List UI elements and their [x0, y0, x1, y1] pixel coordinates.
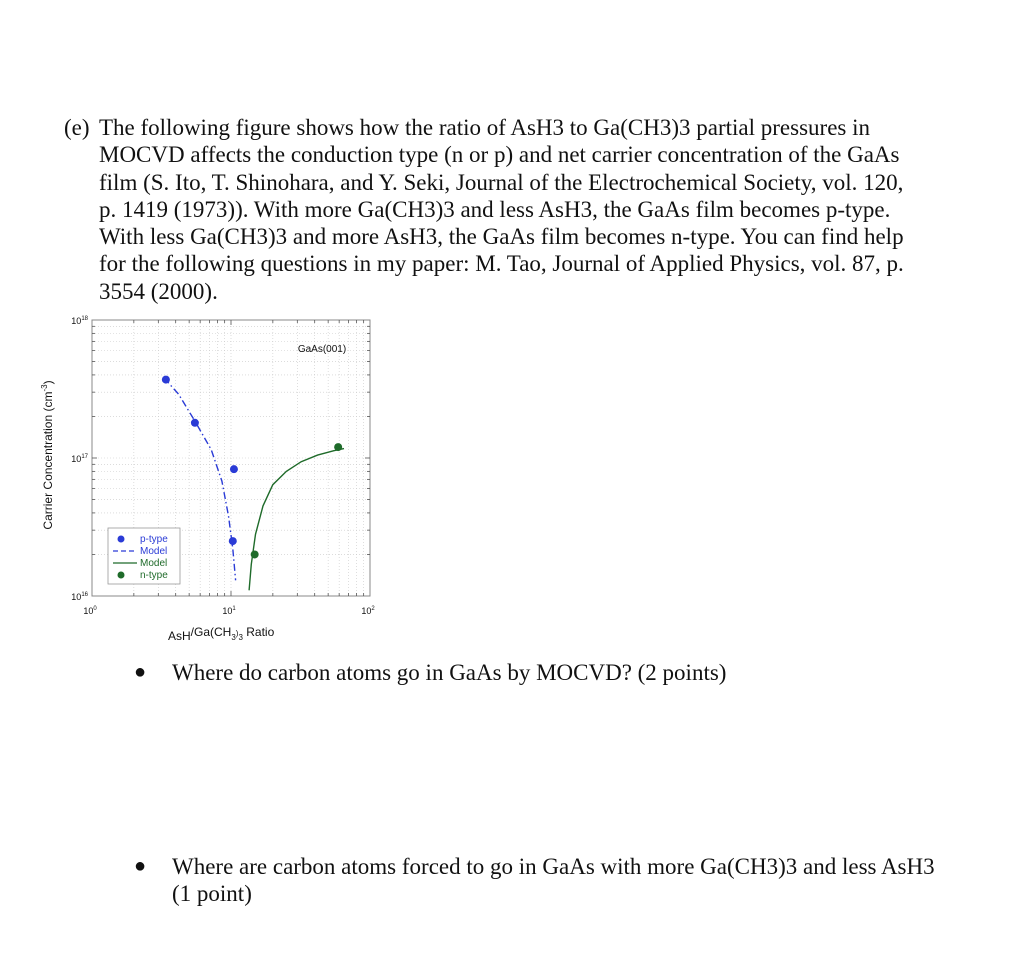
bullet-text: Where do carbon atoms go in GaAs by MOCVD? (2 points) [172, 660, 727, 685]
data-point-p-type [162, 376, 170, 384]
question-label: (e) [64, 115, 90, 140]
model-line-solid [249, 449, 344, 591]
question-line: With less Ga(CH3)3 and more AsH3, the GaAs film becomes n-type. You can find help [99, 224, 904, 250]
bullet-text: Where are carbon atoms forced to go in GaAs with more Ga(CH3)3 and less AsH3 [172, 854, 935, 879]
y-axis-label: Carrier Concentration $(cm^{-3})$ [40, 380, 55, 530]
y-tick-label: $10^{18}$ [71, 316, 88, 326]
legend-label-model-2: Model [140, 558, 168, 569]
data-point-n-type [334, 443, 342, 451]
data-point-p-type [191, 419, 199, 427]
x-tick-label: $10^1$ [222, 606, 236, 616]
y-tick-label: $10^{17}$ [71, 454, 88, 464]
data-point-n-type [251, 550, 259, 558]
legend-marker-p-type [118, 536, 125, 543]
question-line: 3554 (2000). [99, 278, 218, 304]
carrier-concentration-chart [0, 300, 440, 660]
question-text [99, 114, 959, 305]
bullet-text: (1 point) [172, 881, 252, 906]
x-tick-label: $10^2$ [361, 606, 375, 616]
legend-label-n-type: n-type [140, 570, 168, 581]
question-line: MOCVD affects the conduction type (n or p) and net carrier concentration of the GaAs [99, 142, 900, 168]
question-line: film (S. Ito, T. Shinohara, and Y. Seki, Journal of the Electrochemical Society, vol. 120, [99, 169, 904, 195]
legend-label-p-type: p-type [140, 534, 168, 545]
bullet-dot: ● [134, 661, 147, 683]
legend-label-model-1: Model [140, 546, 168, 557]
legend-marker-n-type [118, 572, 125, 579]
question-line: The following figure shows how the ratio of AsH3 to Ga(CH3)3 partial pressures in [99, 115, 870, 140]
chart-annotation: GaAs(001) [297, 344, 347, 355]
question-line: for the following questions in my paper: M. Tao, Journal of Applied Physics, vol. 87, p. [99, 251, 904, 277]
bullet-dot: ● [134, 855, 147, 877]
x-tick-label: $10^0$ [83, 606, 97, 616]
data-point-p-type [229, 537, 237, 545]
x-axis-label: AsH/$Ga(CH_3^)_3$ Ratio [168, 625, 275, 643]
chart-svg [0, 300, 440, 660]
legend [108, 528, 180, 584]
question-line: p. 1419 (1973)). With more Ga(CH3)3 and less AsH3, the GaAs film becomes p-type. [99, 196, 891, 222]
y-tick-label: $10^{16}$ [71, 592, 88, 602]
data-point-p-type [230, 465, 238, 473]
